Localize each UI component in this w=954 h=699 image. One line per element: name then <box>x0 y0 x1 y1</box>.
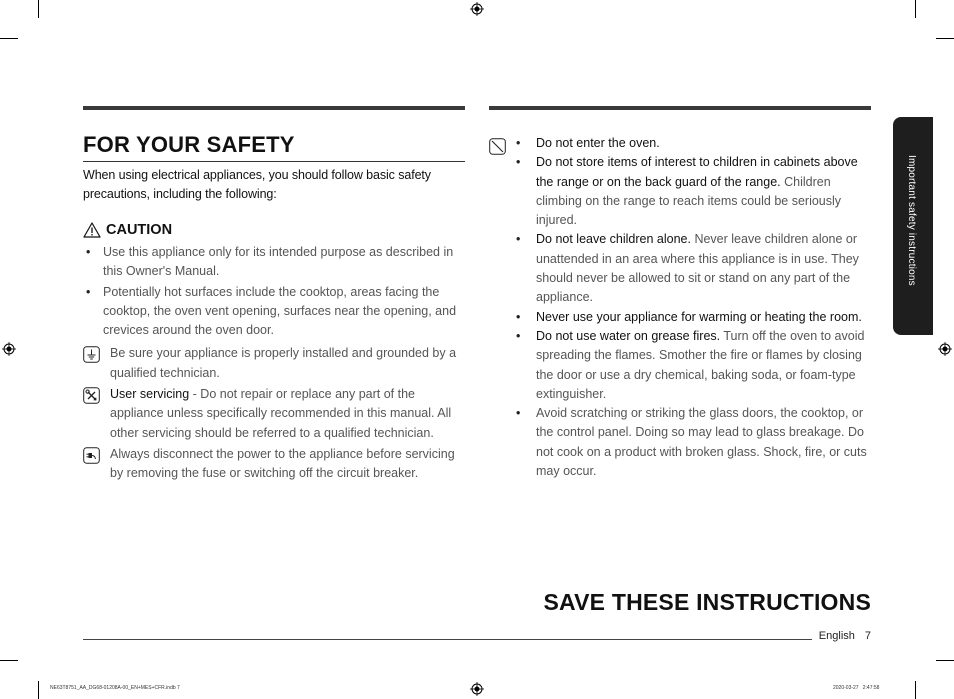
ground-icon <box>83 346 100 363</box>
crop-mark <box>915 681 916 699</box>
item-text: Turn off the oven to avoid spreading the flames. Smother the fire or flames by closing the door or use a dry chemical, baking soda, or foam-type extinguisher. <box>536 328 865 401</box>
item-bold: Do not leave children alone. <box>536 232 691 247</box>
print-timestamp: 2020-03-27 2:47:58 <box>833 685 880 691</box>
list-item <box>516 308 871 327</box>
list-item <box>516 404 871 481</box>
page-footer <box>819 630 871 642</box>
intro-text: When using electrical appliances, you should follow basic safety precautions, including the following: <box>83 168 431 201</box>
note-text: - Do not repair or replace any part of the appliance unless specifically recommended in this manual. All other servicing should be referred to a qualified technician. <box>110 387 452 440</box>
item-bold: Do not enter the oven. <box>536 136 660 150</box>
list-item <box>516 327 871 404</box>
crop-mark <box>0 660 18 661</box>
item-text: Never leave children alone or unattended in an area where this appliance is in use. They should never be allowed to sit or stand on any part of the appliance. <box>536 232 859 305</box>
notes-list <box>83 344 465 483</box>
crop-mark <box>936 38 954 39</box>
crop-mark <box>0 38 18 39</box>
list-item: • Potentially hot surfaces include the cooktop, areas facing the cooktop, the oven vent opening, surfaces near the opening, and crevices around the oven door. <box>83 283 465 341</box>
section-divider <box>489 106 871 110</box>
registration-mark-icon <box>2 342 16 356</box>
section-divider <box>83 106 465 110</box>
warning-triangle-icon <box>83 222 101 238</box>
item-text: Children climbing on the range to reach items could be seriously injured. <box>536 174 842 228</box>
note-servicing <box>83 385 465 443</box>
prohibited-list <box>489 134 871 481</box>
print-slug: NE63T8751_AA_DG68-01208A-00_EN+MES+CFR.indb 7 <box>50 685 180 691</box>
footer-language: English <box>818 630 855 642</box>
right-column <box>489 106 871 481</box>
crop-mark <box>936 660 954 661</box>
item-bold: Do not store items of interest to children in cabinets above the range or on the back guard of the range. <box>536 155 858 189</box>
caution-label: CAUTION <box>106 222 173 238</box>
footer-divider <box>83 639 812 640</box>
note-bold: User servicing <box>110 387 190 402</box>
unplug-icon <box>83 447 100 464</box>
list-item: • Use this appliance only for its intended purpose as described in this Owner's Manual. <box>83 243 465 282</box>
crop-mark <box>38 0 39 18</box>
caution-heading <box>83 222 465 238</box>
note-text: Be sure your appliance is properly installed and grounded by a qualified technician. <box>110 346 457 380</box>
list-item <box>516 153 871 230</box>
left-column <box>83 106 465 486</box>
registration-mark-icon <box>938 342 952 356</box>
section-side-tab <box>893 117 933 335</box>
caution-list <box>83 243 465 340</box>
list-item <box>516 134 871 153</box>
note-disconnect <box>83 445 465 484</box>
crop-mark <box>915 0 916 18</box>
item-text: Avoid scratching or striking the glass doors, the cooktop, or the control panel. Doing so may lead to glass breakage. Do not cook on a product with broken glass. Shock, fire, or cuts may occur. <box>536 406 867 479</box>
crop-mark <box>38 681 39 699</box>
page-title: FOR YOUR SAFETY <box>83 131 465 162</box>
note-text: Always disconnect the power to the appliance before servicing by removing the fuse or switching off the circuit breaker. <box>110 446 455 481</box>
no-disassembly-icon <box>83 387 100 404</box>
item-bold: Never use your appliance for warming or heating the room. <box>536 309 862 324</box>
save-instructions-heading: SAVE THESE INSTRUCTIONS <box>543 589 871 615</box>
item-bold: Do not use water on grease fires. <box>536 328 721 343</box>
list-item <box>516 230 871 307</box>
registration-mark-icon <box>470 2 484 16</box>
side-tab-label: Important safety instructions <box>906 155 917 286</box>
page-number: 7 <box>864 630 871 642</box>
note-ground <box>83 344 465 383</box>
registration-mark-icon <box>470 682 484 696</box>
prohibited-icon <box>489 138 506 155</box>
